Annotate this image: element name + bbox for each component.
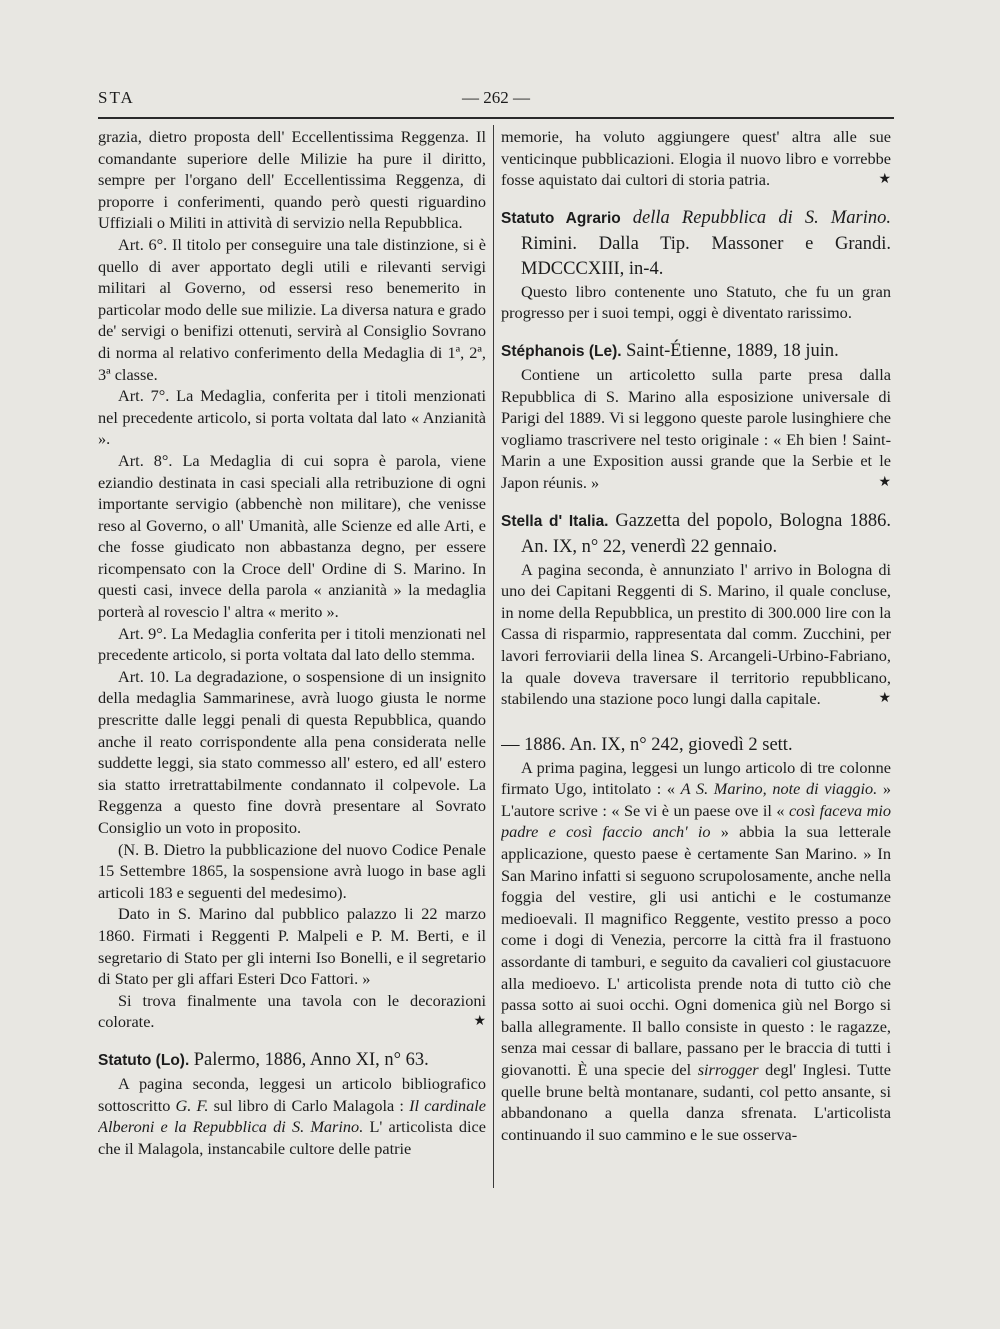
paragraph xyxy=(501,126,891,191)
paragraph: Art. 7°. La Medaglia, conferita per i titoli menzionati nel precedente articolo, si porta voltata dal lato « Anzianità ». xyxy=(98,386,486,449)
paragraph: Art. 8°. La Medaglia di cui sopra è parola, viene eziandio destinata in casi speciali alla retribuzione di ogni importante servigio (abbenchè non militare), che venisse reso al Governo, o all' Umanità, alle Scienze ed alle Arti, e che fosse giudicato non abbastanza degno, per essere ricompensato con la Croce dell' Ordine di S. Marino. In questi casi, invece della parola « anzianità » la medaglia porterà al rovescio l' altra « merito ». xyxy=(98,450,486,622)
entry-heading xyxy=(98,1047,486,1073)
body-text: Contiene un articoletto sulla parte presa dalla Repubblica di S. Marino alla esposizione universale di Parigi del 1889. Vi si leggono queste parole lusinghiere che vogliamo trascrivere nel testo originale : « Eh bien ! Saint-Marin a une Exposition aussi grande que la Serbie et le Japon réunis. » xyxy=(501,364,891,492)
entry-heading xyxy=(501,732,891,757)
article-title: A S. Marino, note di viaggio. xyxy=(680,779,878,799)
paragraph xyxy=(98,990,486,1033)
book-title: Il cardinale Alberoni e la Repubblica di S. Marino. xyxy=(98,1095,486,1137)
paragraph: Art. 6°. Il titolo per conseguire una tale distinzione, si è quello di aver apportato degli utili e rilevanti servigi militari al Governo, od essersi reso benemerito in particolar modo delle sue milizie. La diversa natura e grado de' servigi o benifizi ottenuti, servirà al Consiglio Sovrano di norma al relativo conferimento della Medaglia di 1ª, 2ª, 3ª classe. xyxy=(98,234,486,384)
entry-name: Stéphanois (Le). xyxy=(501,342,622,360)
entry-name: Stella d' Italia. xyxy=(501,512,609,530)
entry-body xyxy=(501,364,891,494)
left-column xyxy=(98,126,486,1192)
body-text: A pagina seconda, è annunziato l' arrivo in Bologna di uno dei Capitani Reggenti di S. Marino, il quale concluse, in nome della Repubblica, un prestito di 300.000 lire con la Cassa di risparmio, rappresentata dal comm. Zucchini, per lavori ferroviarii della linea S. Arcangeli-Urbino-Fabriano, la quale doveva traversare il territorio repubblicano, stabilendo una stazione poco lungi dalla capitale. xyxy=(501,559,891,709)
paragraph: Art. 9°. La Medaglia conferita per i titoli menzionati nel precedente articolo, si porta voltata dal lato dello stemma. xyxy=(98,623,486,665)
paragraph: (N. B. Dietro la pubblicazione del nuovo Codice Penale 15 Settembre 1865, la sospensione avrà luogo in base agli articoli 183 e seguenti del medesimo). xyxy=(98,839,486,902)
body-text: » L'autore scrive : « Se vi è un paese ove il « xyxy=(501,779,891,820)
entry-body xyxy=(501,757,891,1146)
entry-name: Statuto Agrario xyxy=(501,209,621,227)
paragraph: Dato in S. Marino dal pubblico palazzo li 22 marzo 1860. Firmati i Reggenti P. Malpeli e P. M. Berti, e il segretario di Stato per gli interni Iso Bonelli, e il segretario di Stato per gli affari Esteri Dco Fattori. » xyxy=(98,904,486,989)
running-head xyxy=(98,88,894,110)
entry-body xyxy=(501,559,891,710)
body-text: A pagina seconda, leggesi un articolo bibliografico sottoscritto xyxy=(98,1073,486,1115)
entry-heading xyxy=(501,338,891,364)
author-initials: G. F. xyxy=(175,1095,209,1115)
entry-body: Questo libro contenente uno Statuto, che fu un gran progresso per i suoi tempi, oggi è diventato rarissimo. xyxy=(501,281,891,323)
entry-heading xyxy=(501,205,891,281)
entry-body xyxy=(98,1073,486,1159)
quoted-saying: così faceva mio padre e così faccio anch' io xyxy=(501,800,891,842)
entry-imprint: Saint-Étienne, 1889, 18 juin. xyxy=(626,340,839,361)
page-number: — 262 — xyxy=(462,88,530,107)
body-text: » abbia la sua letterale applicazione, questo paese è certamente San Marino. » In San Marino infatti si seguono scrupolosamente, anche nella foggia del vestire, gli usi antichi e le costumanze medioevali. Il magnifico Reggente, vestito presso a poco come i dogi di Venezia, percorre la città fra il frastuono assordante di tamburi, e seguito da cavalieri col giustacuore alla medioevo. L' articolista prende nota di tutto ciò che passa sotto ai suoi occhi. Ogni domenica giù nel Borgo si balla allegramente. Il ballo consiste in questo : le ragazze, senza mai cessar di ballare, passano per le braccia di tutti i giovanotti. È una specie del xyxy=(501,822,891,1079)
body-text: sul libro di Carlo Malagola : xyxy=(208,1095,410,1115)
paragraph-text: memorie, ha voluto aggiungere quest' altra alle sue venticinque pubblicazioni. Elogia il nuovo libro e vorrebbe fosse aquistato dai cultori di storia patria. xyxy=(501,127,891,190)
header-rule xyxy=(98,117,894,119)
entry-title: della Repubblica di S. Marino. xyxy=(632,207,891,228)
entry-statuto-agrario xyxy=(501,205,891,324)
paragraph: grazia, dietro proposta dell' Eccellentissima Reggenza. Il comandante superiore delle Milizie ha pure il diritto, sempre per l'organo dell' Eccellentissima Reggenza, di proporre i conferimenti, quando però questi riguardino Uffiziali o Militi in attività di servizio nella Repubblica. xyxy=(98,127,486,233)
paragraph-text: Si trova finalmente una tavola con le decorazioni colorate. xyxy=(98,990,486,1032)
entry-stephanois xyxy=(501,338,891,494)
entry-imprint: — 1886. An. IX, n° 242, giovedì 2 sett. xyxy=(501,734,793,755)
entry-imprint: Gazzetta del popolo, Bologna 1886. An. IX, n° 22, venerdì 22 gennaio. xyxy=(521,510,891,557)
entry-imprint: Palermo, 1886, Anno XI, n° 63. xyxy=(193,1049,429,1070)
entry-statuto xyxy=(98,1047,486,1159)
star-icon: ★ xyxy=(878,691,891,707)
right-column xyxy=(501,126,891,1192)
star-icon: ★ xyxy=(473,1014,486,1030)
entry-imprint: Rimini. Dalla Tip. Massoner e Grandi. MDCCCXIII, in-4. xyxy=(521,233,891,279)
section-label: STA xyxy=(98,88,135,107)
column-separator xyxy=(493,125,494,1188)
entry-name: Statuto (Lo). xyxy=(98,1051,190,1069)
entry-heading xyxy=(501,508,891,559)
star-icon: ★ xyxy=(878,474,891,490)
entry-stella-second xyxy=(501,732,891,1146)
body-text: degl' Inglesi. Tutte quelle brune beltà montanare, sudanti, col petto ansante, si abbandonano a quella danza sfrenata. L'articolista continuando il suo cammino e le sue osserva- xyxy=(501,1060,891,1144)
entry-stella xyxy=(501,508,891,710)
body-text: L' articolista dice che il Malagola, instancabile cultore delle patrie xyxy=(98,1117,486,1158)
star-icon: ★ xyxy=(878,172,891,188)
paragraph: Art. 10. La degradazione, o sospensione di un insignito della medaglia Sammarinese, avrà luogo giusta le norme prescritte dalle leggi penali di questa Repubblica, quando anche il reato corrispondente alla pena considerata nelle suddette leggi, sia stato commesso all' estero, ed all' estero sia statto irretrattabilmente condannato il colpevole. La Reggenza a questo fine dovrà presentare al Sovrato Consiglio un voto in proposito. xyxy=(98,666,486,837)
dance-name: sirrogger xyxy=(697,1060,759,1079)
body-text: A prima pagina, leggesi un lungo articolo di tre colonne firmato Ugo, intitolato : « xyxy=(501,757,891,799)
